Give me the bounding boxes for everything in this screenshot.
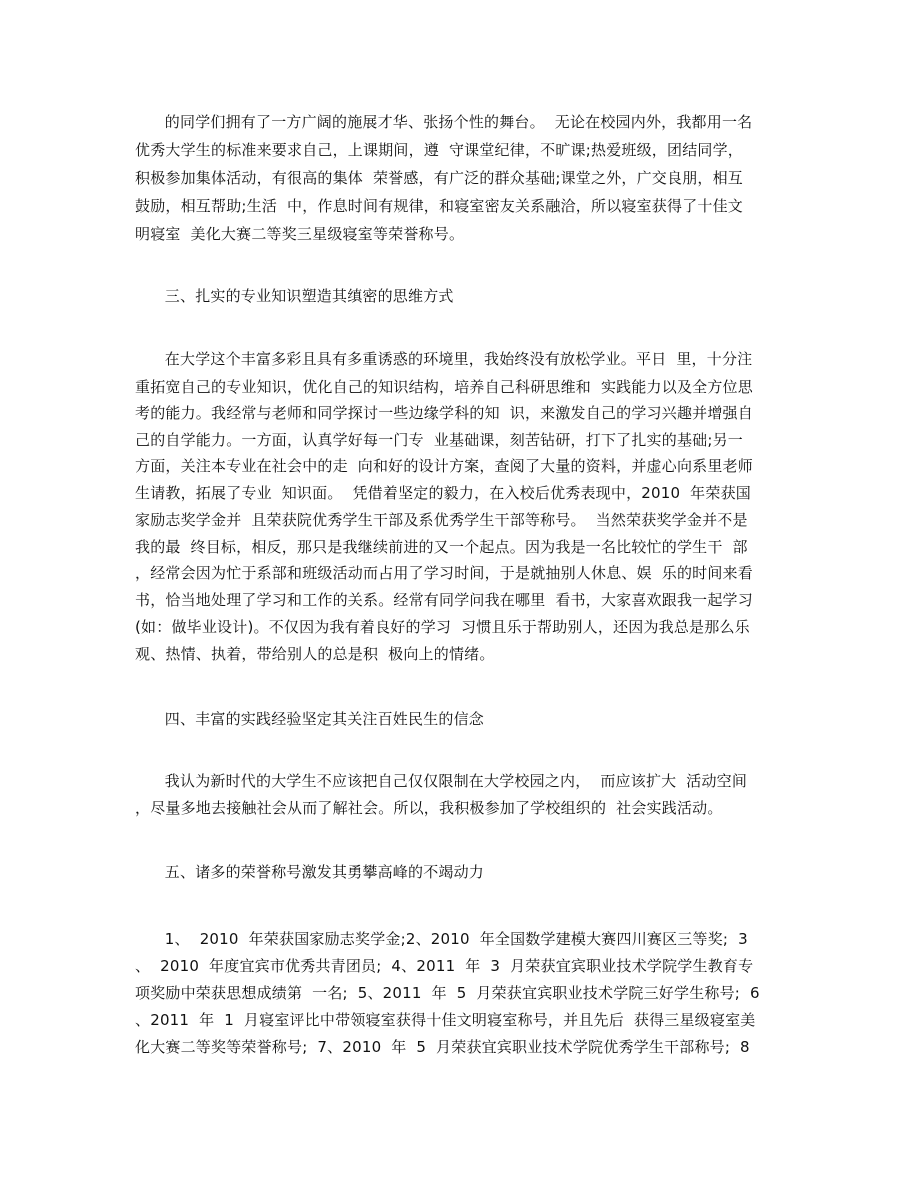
paragraph-2-line: 书，恰当地处理了学习和工作的关系。经常有同学问我在哪里 看书，大家喜欢跟我一起学习 [135,591,753,609]
paragraph-1-line: 优秀大学生的标准来要求自己，上课期间，遵 守课堂纪律，不旷课;热爱班级，团结同学， [135,141,743,159]
paragraph-1-line: 鼓励，相互帮助;生活 中，作息时间有规律，和寝室密友关系融洽，所以寝室获得了十佳文 [135,197,743,215]
section-heading-5: 五、诸多的荣誉称号激发其勇攀高峰的不竭动力 [135,863,485,881]
paragraph-2-line: ，经常会因为忙于系部和班级活动而占用了学习时间，于是就抽别人休息、娱 乐的时间来看 [135,564,753,582]
section-heading-3: 三、扎实的专业知识塑造其缜密的思维方式 [135,287,454,305]
paragraph-2-line: 方面，关注本专业在社会中的走 向和好的设计方案，查阅了大量的资料，并虚心向系里老师 [135,457,753,475]
paragraph-2-line: 家励志奖学金并 且荣获院优秀学生干部及系优秀学生干部等称号。 当然荣获奖学金并不是 [135,511,748,529]
paragraph-3-line: 我认为新时代的大学生不应该把自己仅仅限制在大学校园之内， 而应该扩大 活动空间 [135,772,748,790]
paragraph-2-line: 重拓宽自己的专业知识，优化自己的知识结构，培养自己科研思维和 实践能力以及全方位思 [135,378,753,396]
paragraph-2-line: 己的自学能力。一方面，认真学好每一门专 业基础课，刻苦钻研，打下了扎实的基础;另一 [135,431,743,449]
paragraph-2-line: 在大学这个丰富多彩且具有多重诱惑的环境里，我始终没有放松学业。平日 里，十分注 [135,350,753,368]
paragraph-1-line: 明寝室 美化大赛二等奖三星级寝室等荣誉称号。 [135,225,465,243]
paragraph-4-line: 、2011 年 1 月寝室评比中带领寝室获得十佳文明寝室称号，并且先后 获得三星级寝室美 [135,1011,756,1029]
paragraph-4-line: 项奖励中荣获思想成绩第 一名; 5、2011 年 5 月荣获宜宾职业技术学院三好学生称号; 6 [135,984,760,1002]
paragraph-4-line: 化大赛二等奖等荣誉称号; 7、2010 年 5 月荣获宜宾职业技术学院优秀学生干部称号; 8 [135,1038,750,1056]
paragraph-3-line: ，尽量多地去接触社会从而了解社会。所以，我积极参加了学校组织的 社会实践活动。 [135,799,723,817]
paragraph-2-line: (如：做毕业设计)。不仅因为我有着良好的学习 习惯且乐于帮助别人，还因为我总是那么乐 [135,618,750,636]
paragraph-2-line: 观、热情、执着，带给别人的总是积 极向上的情绪。 [135,645,495,663]
paragraph-2-line: 生请教，拓展了专业 知识面。 凭借着坚定的毅力，在入校后优秀表现中，2010 年荣获国 [135,484,751,502]
section-heading-4: 四、丰富的实践经验坚定其关注百姓民生的信念 [135,710,485,728]
paragraph-1-line: 积极参加集体活动，有很高的集体 荣誉感，有广泛的群众基础;课堂之外，广交良朋，相互 [135,169,743,187]
paragraph-2-line: 我的最 终目标，相反，那只是我继续前进的又一个起点。因为我是一名比较忙的学生干 部 [135,538,748,556]
paragraph-1-line: 的同学们拥有了一方广阔的施展才华、张扬个性的舞台。 无论在校园内外，我都用一名 [135,113,753,131]
paragraph-4-line: 1、 2010 年荣获国家励志奖学金;2、2010 年全国数学建模大赛四川赛区三等奖; 3 [135,930,748,948]
paragraph-2-line: 考的能力。我经常与老师和同学探讨一些边缘学科的知 识，来激发自己的学习兴趣并增强自 [135,404,753,422]
paragraph-4-line: 、 2010 年度宜宾市优秀共青团员; 4、2011 年 3 月荣获宜宾职业技术学院学生教育专 [135,957,754,975]
